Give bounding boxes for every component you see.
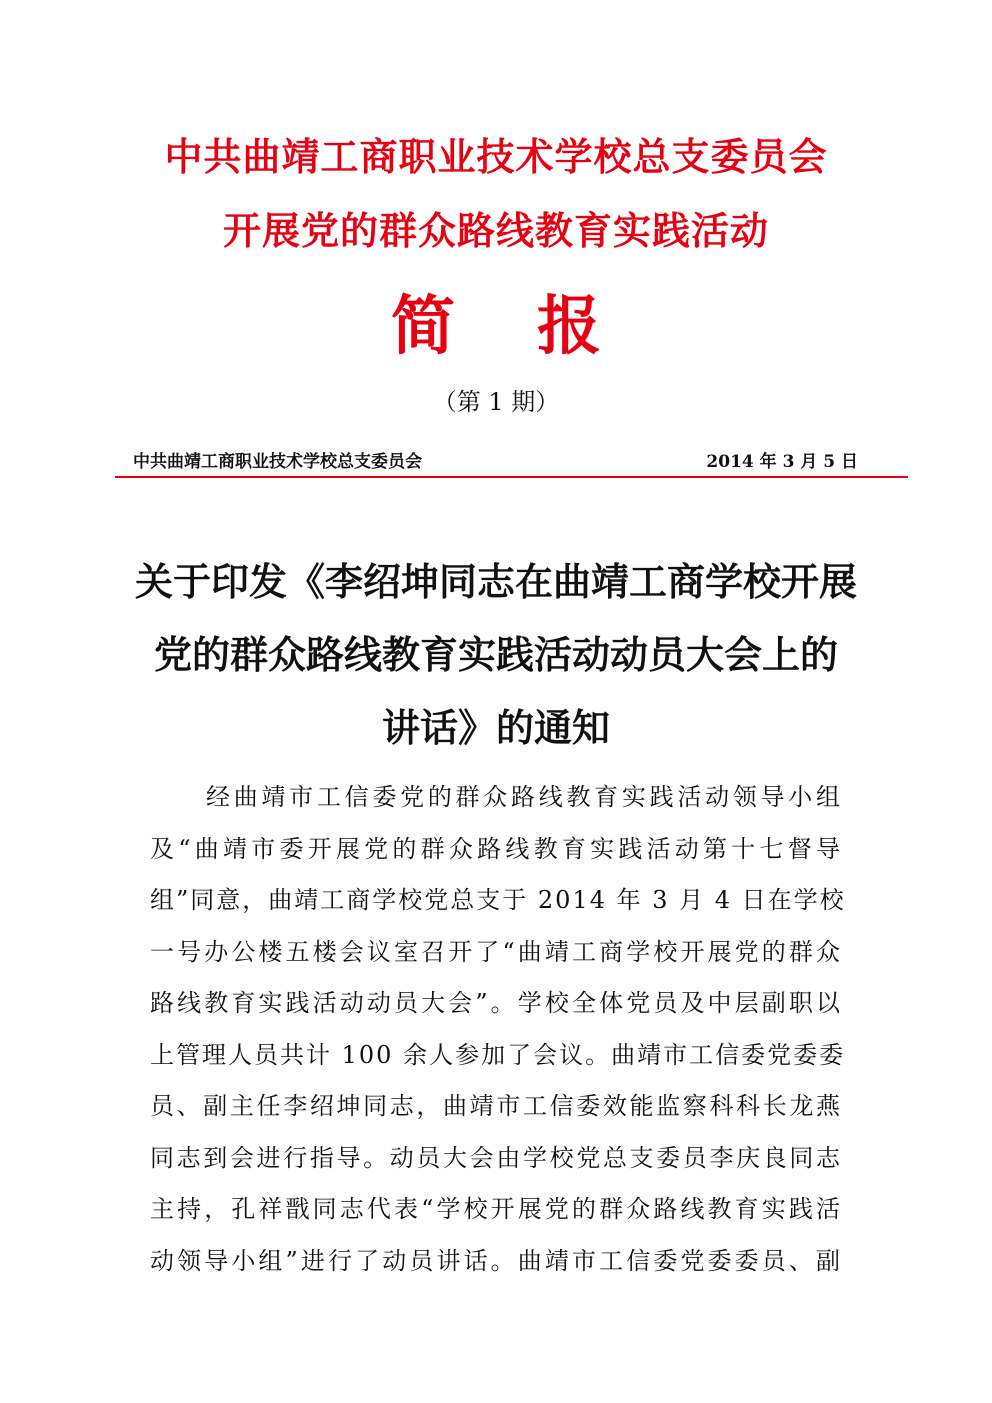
issuer-name: 中共曲靖工商职业技术学校总支委员会 [133,452,422,472]
body-line: 及“曲靖市委开展党的群众路线教育实践活动第十七督导 [150,834,842,863]
issue-date: 2014 年 3 月 5 日 [706,452,858,472]
body-line: 组”同意，曲靖工商学校党总支于 2014 年 3 月 4 日在学校 [150,886,846,914]
body-line: 动领导小组”进行了动员讲话。曲靖市工信委党委委员、副 [150,1246,842,1275]
body-line: 一号办公楼五楼会议室召开了“曲靖工商学校开展党的群众 [150,937,842,966]
body-line: 同志到会进行指导。动员大会由学校党总支委员李庆良同志 [150,1143,842,1172]
body-line: 经曲靖市工信委党的群众路线教育实践活动领导小组 [206,783,842,811]
notice-title [120,545,872,764]
body-line: 上管理人员共计 100 余人参加了会议。曲靖市工信委党委委 [150,1040,846,1069]
organization-title-line-1: 中共曲靖工商职业技术学校总支委员会 [164,134,828,179]
body-line: 员、副主任李绍坤同志，曲靖市工信委效能监察科科长龙燕 [150,1092,842,1120]
notice-title-line: 党的群众路线教育实践活动动员大会上的 [153,632,838,677]
red-divider-line [115,476,908,478]
bulletin-title: 简报 [391,289,683,364]
organization-title-line-2: 开展党的群众路线教育实践活动 [222,208,769,253]
notice-title-line: 讲话》的通知 [381,705,610,750]
body-line: 主持，孔祥戬同志代表“学校开展党的群众路线教育实践活 [150,1195,842,1223]
notice-body [150,772,846,1287]
issue-number: （第 1 期） [432,388,560,416]
body-line: 路线教育实践活动动员大会”。学校全体党员及中层副职以 [150,989,842,1017]
notice-title-line: 关于印发《李绍坤同志在曲靖工商学校开展 [134,559,857,604]
